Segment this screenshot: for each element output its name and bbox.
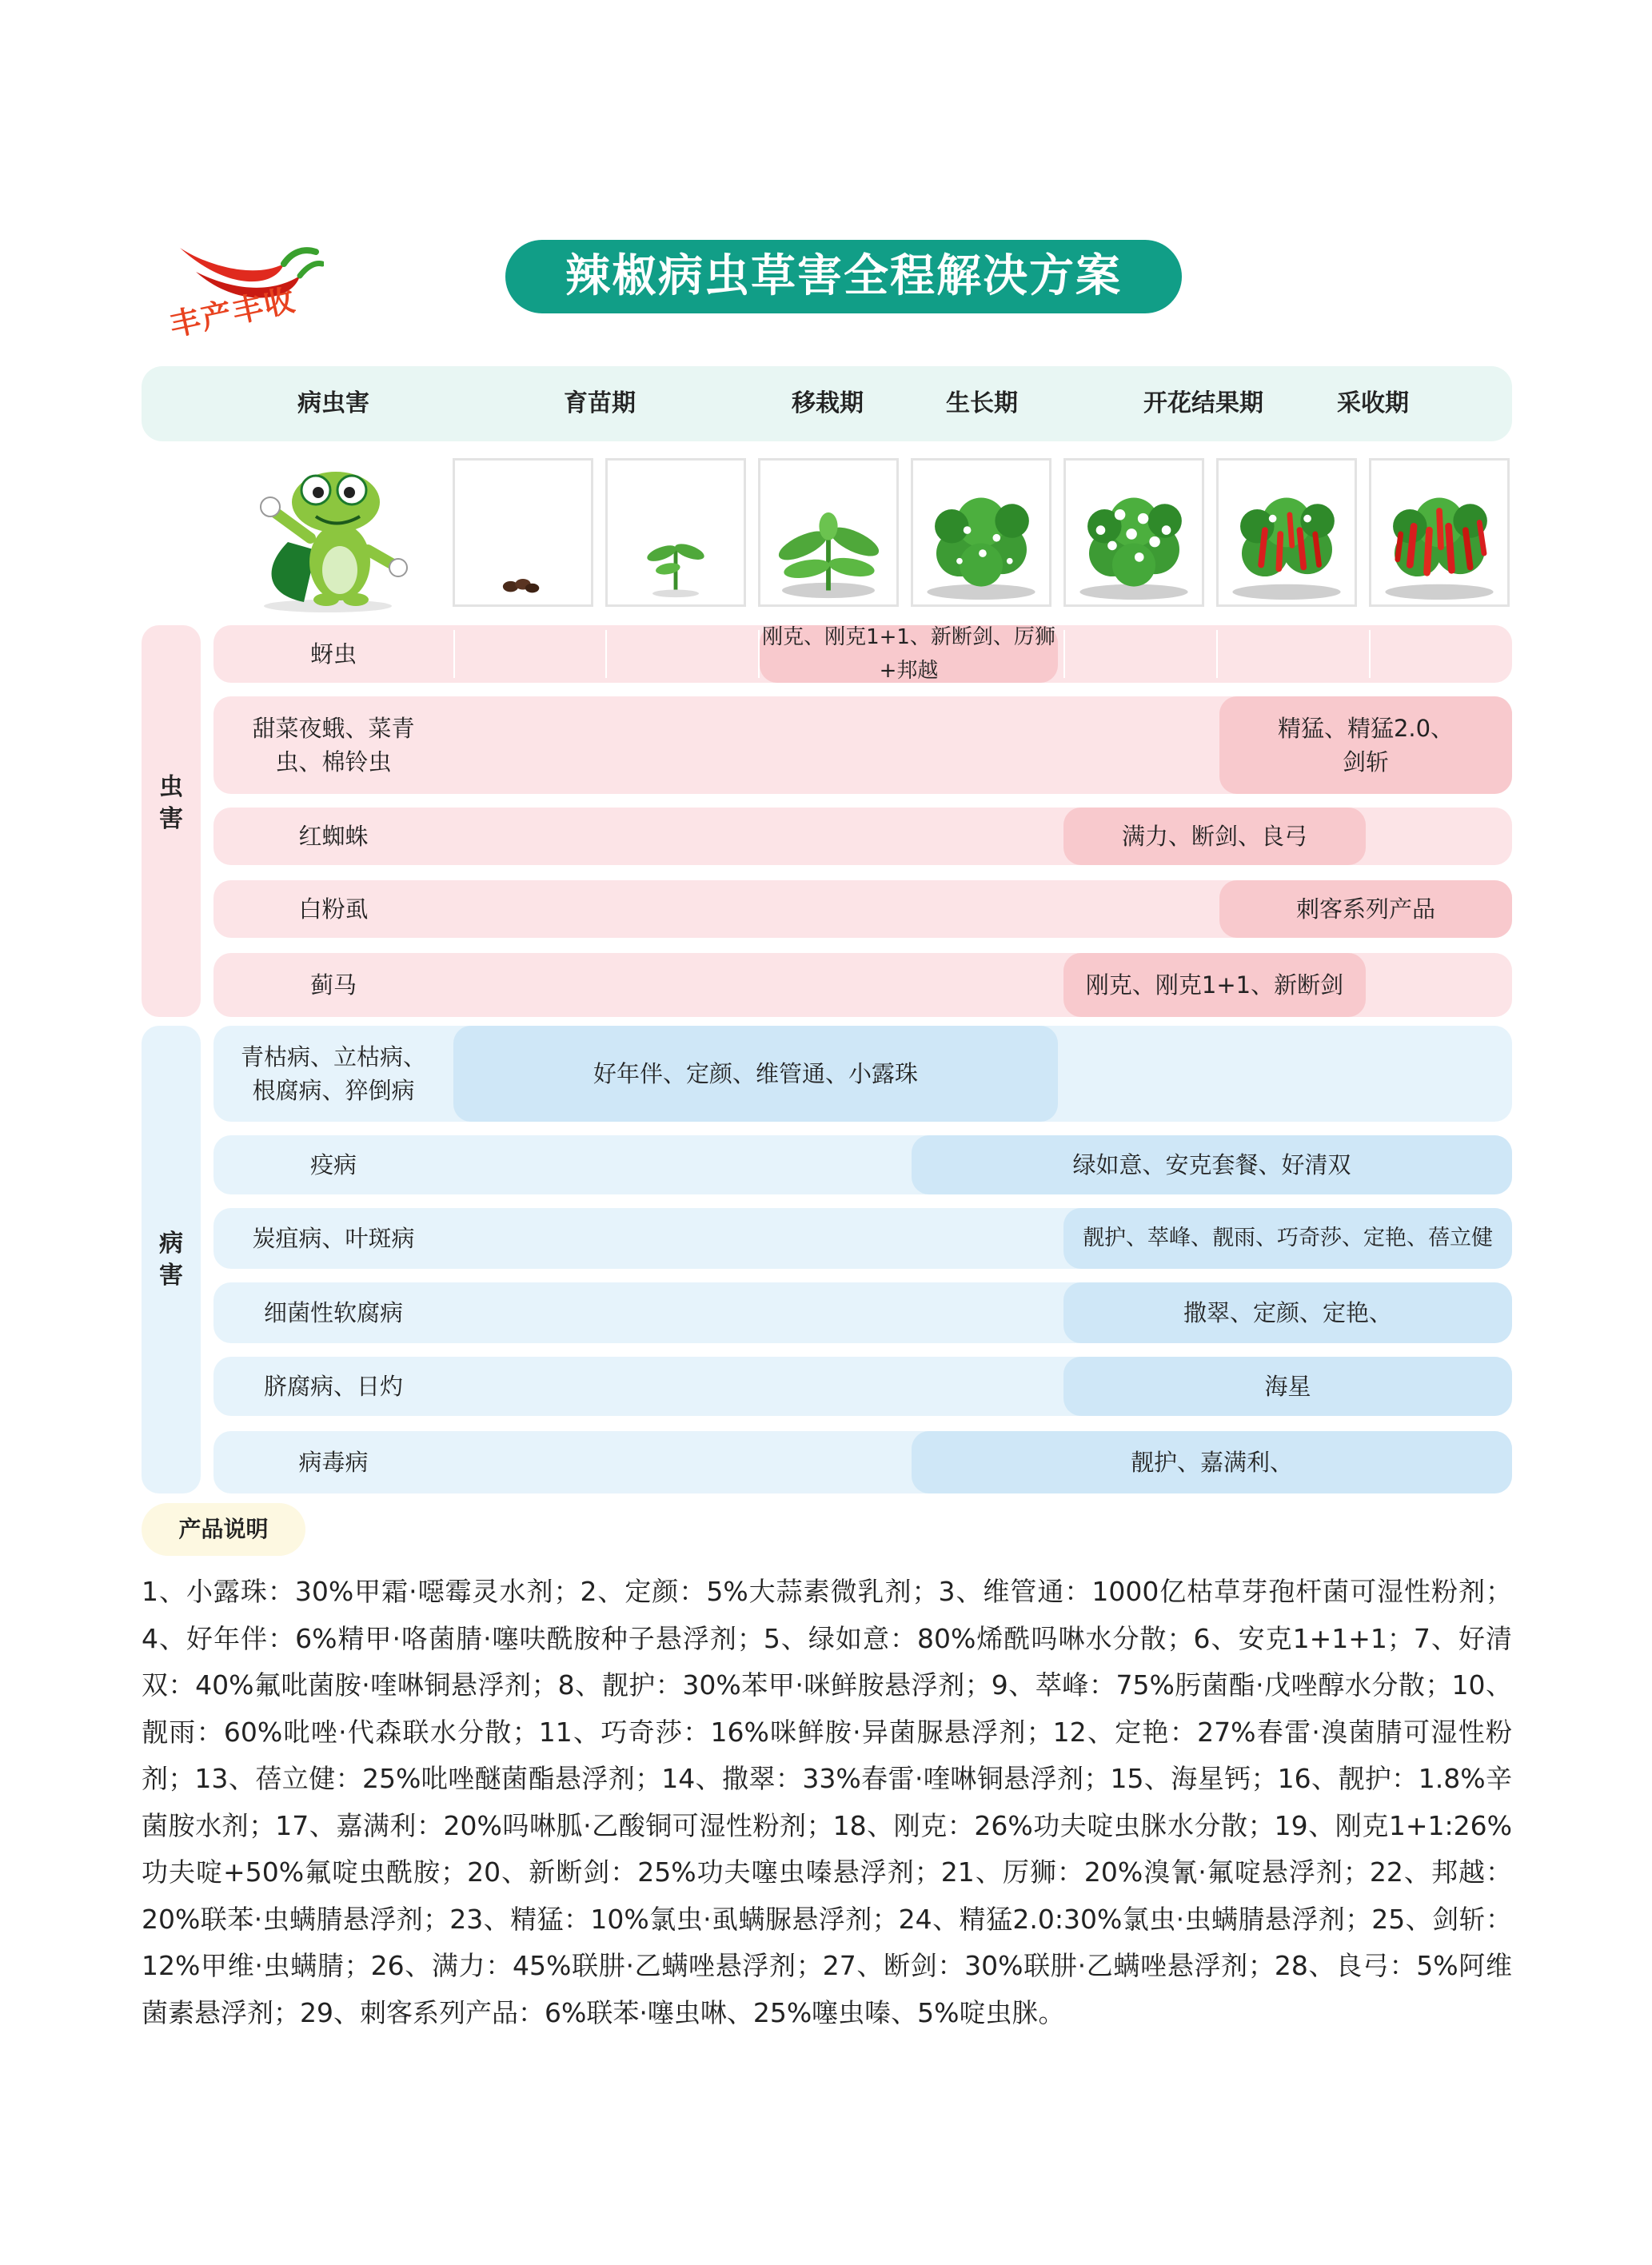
header-stage-harvest: 采收期 (1337, 389, 1409, 417)
notes-body: 1、小露珠：30%甲霜·噁霉灵水剂；2、定颜：5%大蒜素微乳剂；3、维管通：1000亿枯草芽孢杆菌可湿性粉剂；4、好年伴：6%精甲·咯菌腈·噻呋酰胺种子悬浮剂；5、绿如意：80%烯酰吗啉水分散；6、安克1+1+1；7、好清双：40%氟吡菌胺·喹啉铜悬浮剂；8、靓护：30%苯甲·咪鲜胺悬浮剂；9、萃峰：75%肟菌酯·戊唑醇水分散；10、靓雨：60%吡唑·代森联水分散；11、巧奇莎：16%咪鲜胺·异菌脲悬浮剂；12、定艳：27%春雷·溴菌腈可湿性粉剂；13、蓓立健：25%吡唑醚菌酯悬浮剂；14、撒翠：33%春雷·喹啉铜悬浮剂；15、海星钙；16、靓护：1.8%辛菌胺水剂；17、嘉满利：20%吗啉胍·乙酸铜可湿性粉剂；18、刚克：26%功夫啶虫脒水分散；19、刚克1+1:26%功夫啶+50%氟啶虫酰胺；20、新断剑：25%功夫噻虫嗪悬浮剂；21、厉狮：20%溴氰·氟啶悬浮剂；22、邦越：20%联苯·虫螨腈悬浮剂；23、精猛：10%氯虫·虱螨脲悬浮剂；24、精猛2.0:30%氯虫·虫螨腈悬浮剂；25、剑斩：12%甲维·虫螨腈；26、满力：45%联肼·乙螨唑悬浮剂；27、断剑：30%联肼·乙螨唑悬浮剂；28、良弓：5%阿维菌素悬浮剂；29、刺客系列产品：6%联苯·噻虫啉、25%噻虫嗪、5%啶虫脒。 (142, 1576, 1512, 2028)
notes-title: 产品说明 (178, 1516, 269, 1542)
pest-name: 红蜘蛛 (298, 823, 369, 850)
disease-name: 细菌性软腐病 (263, 1299, 403, 1326)
frog-mascot-icon (240, 454, 416, 614)
product-bar: 靓护、萃峰、靓雨、巧奇莎、定艳、蓓立健 (1063, 1208, 1512, 1269)
pest-name: 甜菜夜蛾、菜青虫、棉铃虫 (252, 715, 415, 776)
header-stage-flowering: 开花结果期 (1143, 389, 1263, 417)
disease-name: 疫病 (309, 1151, 357, 1178)
stage-flowering-image (1063, 458, 1204, 607)
stage-transplant-image (758, 458, 899, 607)
insect-category-label: 虫害 (159, 773, 183, 833)
page-title: 辣椒病虫草害全程解决方案 (565, 250, 1122, 302)
product-bar: 精猛、精猛2.0、剑斩 (1219, 696, 1512, 794)
disease-name: 病毒病 (298, 1449, 369, 1476)
logo-slogan: 丰产丰收 (166, 281, 300, 344)
stage-growth-image (911, 458, 1051, 607)
column-divider (1063, 630, 1065, 678)
product-bar: 靓护、嘉满利、 (912, 1431, 1512, 1493)
stage-harvest-image (1369, 458, 1510, 607)
product-bar: 刚克、刚克1+1、新断剑、厉狮+邦越 (760, 625, 1058, 683)
pest-name: 蚜虫 (309, 640, 357, 668)
product-bar: 刚克、刚克1+1、新断剑 (1063, 953, 1366, 1017)
product-bar: 绿如意、安克套餐、好清双 (912, 1135, 1512, 1194)
header-stage-seedling: 育苗期 (564, 389, 636, 417)
disease-name: 青枯病、立枯病、根腐病、猝倒病 (240, 1043, 426, 1104)
disease-name: 脐腐病、日灼 (263, 1373, 403, 1400)
pest-name: 蓟马 (309, 971, 357, 999)
stage-seed-image (453, 458, 593, 607)
disease-category-label: 病害 (159, 1230, 183, 1290)
column-divider (453, 630, 455, 678)
product-bar: 海星 (1063, 1357, 1512, 1416)
product-bar: 满力、断剑、良弓 (1063, 808, 1366, 865)
product-bar: 刺客系列产品 (1219, 880, 1512, 938)
header-stage-growth: 生长期 (946, 389, 1018, 417)
column-divider (1369, 630, 1371, 678)
pest-name: 白粉虱 (298, 895, 369, 923)
disease-name: 炭疽病、叶斑病 (252, 1225, 415, 1252)
header-pest: 病虫害 (297, 389, 369, 417)
column-divider (1216, 630, 1218, 678)
product-bar: 好年伴、定颜、维管通、小露珠 (453, 1026, 1058, 1122)
product-bar: 撒翠、定颜、定艳、 (1063, 1282, 1512, 1343)
stage-fruiting-image (1216, 458, 1357, 607)
column-divider (605, 630, 607, 678)
stage-sprout-image (605, 458, 746, 607)
header-stage-transplant: 移栽期 (792, 389, 864, 417)
